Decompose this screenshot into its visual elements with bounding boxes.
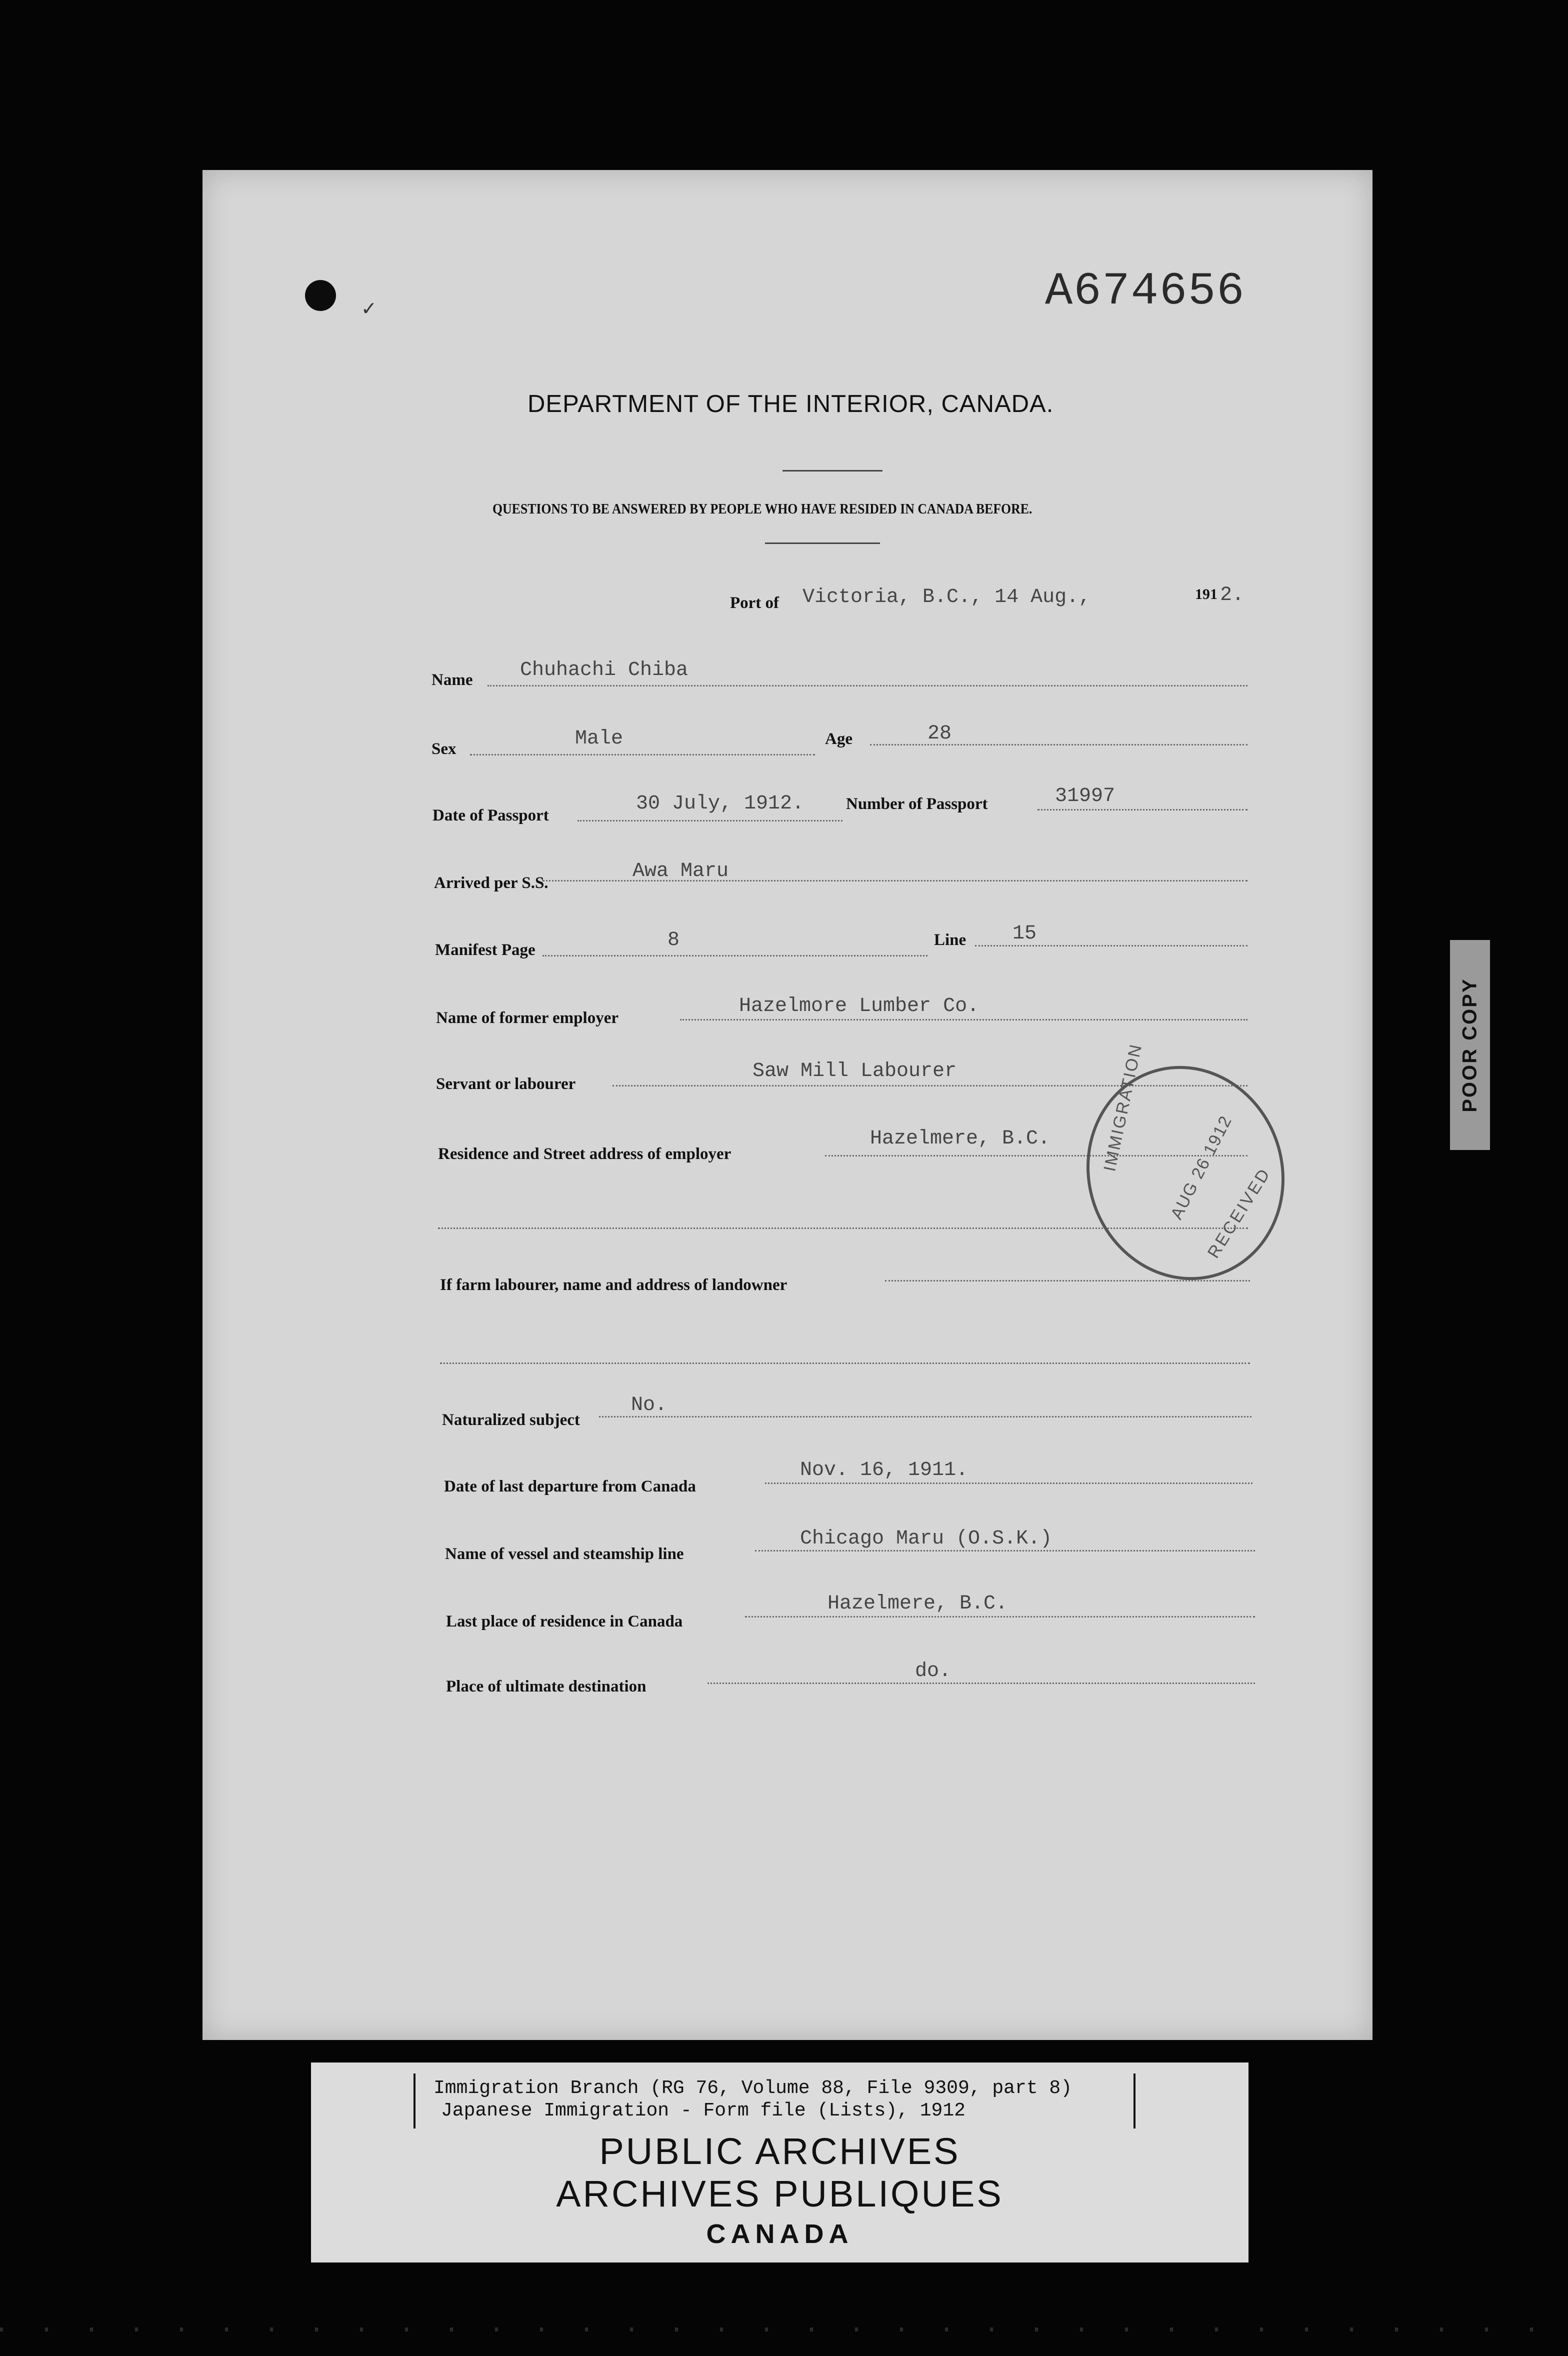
- age-label: Age: [825, 730, 852, 748]
- manifest-label: Manifest Page: [435, 941, 536, 959]
- stamp-text-received: RECEIVED: [1204, 1164, 1275, 1262]
- servant-label: Servant or labourer: [436, 1075, 576, 1093]
- line-number-line: [975, 945, 1248, 946]
- destination-label: Place of ultimate destination: [446, 1678, 646, 1696]
- servant-value: Saw Mill Labourer: [752, 1060, 957, 1082]
- arrived-value: Awa Maru: [632, 860, 729, 882]
- vessel-value: Chicago Maru (O.S.K.): [800, 1528, 1052, 1550]
- destination-line: [708, 1682, 1255, 1684]
- department-title: DEPARTMENT OF THE INTERIOR, CANADA.: [528, 390, 1054, 418]
- passport-number-label: Number of Passport: [846, 795, 988, 813]
- employer-address-value: Hazelmere, B.C.: [870, 1128, 1050, 1150]
- sex-line: [470, 754, 815, 756]
- stamp-text-date: AUG 26 1912: [1167, 1112, 1236, 1223]
- employer-label: Name of former employer: [436, 1009, 618, 1027]
- film-edge-marks: [0, 2328, 1568, 2332]
- divider: [765, 542, 880, 544]
- arrived-label: Arrived per S.S.: [434, 874, 548, 892]
- passport-number-line: [1038, 809, 1248, 810]
- year-suffix: 2.: [1220, 584, 1244, 606]
- sex-label: Sex: [432, 740, 456, 758]
- poor-copy-label: POOR COPY: [1458, 978, 1481, 1112]
- document-number: A674656: [1045, 265, 1246, 318]
- name-line: [488, 685, 1248, 686]
- sex-value: Male: [575, 728, 624, 750]
- manifest-line: [542, 955, 928, 956]
- line-label: Line: [934, 931, 966, 949]
- port-label: Port of: [730, 594, 780, 612]
- last-residence-label: Last place of residence in Canada: [446, 1612, 683, 1630]
- archive-title-french: ARCHIVES PUBLIQUES: [556, 2173, 1004, 2214]
- farm-labourer-label: If farm labourer, name and address of landowner: [440, 1276, 788, 1294]
- line-value: 15: [1012, 922, 1037, 945]
- name-value: Chuhachi Chiba: [520, 659, 688, 682]
- passport-date-value: 30 July, 1912.: [636, 792, 804, 815]
- employer-address-label: Residence and Street address of employer: [438, 1145, 732, 1163]
- naturalized-value: No.: [631, 1394, 668, 1416]
- last-departure-line: [765, 1482, 1252, 1484]
- divider: [782, 470, 882, 472]
- archive-series-line: Japanese Immigration - Form file (Lists), 1912: [441, 2100, 966, 2122]
- archive-country: CANADA: [706, 2219, 854, 2249]
- punch-hole: [305, 280, 336, 311]
- archive-title-english: PUBLIC ARCHIVES: [599, 2130, 960, 2172]
- bracket-right: [1134, 2074, 1136, 2128]
- employer-value: Hazelmore Lumber Co.: [739, 995, 980, 1018]
- manifest-value: 8: [668, 929, 680, 952]
- age-line: [870, 744, 1248, 746]
- age-value: 28: [928, 722, 952, 745]
- passport-number-value: 31997: [1055, 785, 1116, 808]
- last-residence-line: [745, 1616, 1255, 1618]
- port-value: Victoria, B.C., 14 Aug.,: [802, 586, 1091, 608]
- year-prefix: 191: [1195, 586, 1218, 602]
- last-departure-value: Nov. 16, 1911.: [800, 1459, 968, 1482]
- archive-label-card: [311, 2062, 1248, 2262]
- name-label: Name: [432, 671, 473, 689]
- vessel-line: [755, 1550, 1255, 1552]
- last-residence-value: Hazelmere, B.C.: [828, 1592, 1008, 1615]
- archive-reference-line: Immigration Branch (RG 76, Volume 88, File 9309, part 8): [434, 2078, 1072, 2099]
- stamp-text-immigration: IMMIGRATION: [1100, 1042, 1146, 1174]
- vessel-label: Name of vessel and steamship line: [445, 1545, 684, 1563]
- farm-labourer-line: [885, 1280, 1250, 1282]
- employer-line: [680, 1019, 1248, 1020]
- passport-date-label: Date of Passport: [432, 806, 549, 824]
- poor-copy-tab: [1450, 940, 1490, 1150]
- last-departure-label: Date of last departure from Canada: [444, 1478, 696, 1496]
- naturalized-label: Naturalized subject: [442, 1411, 580, 1429]
- form-subtitle: QUESTIONS TO BE ANSWERED BY PEOPLE WHO HAVE RESIDED IN CANADA BEFORE.: [492, 502, 1032, 517]
- destination-value: do.: [915, 1660, 952, 1682]
- check-mark-icon: ✓: [361, 298, 377, 320]
- passport-date-line: [578, 820, 842, 822]
- farm-labourer-line-2: [440, 1362, 1250, 1364]
- bracket-left: [414, 2074, 416, 2128]
- naturalized-line: [599, 1416, 1252, 1418]
